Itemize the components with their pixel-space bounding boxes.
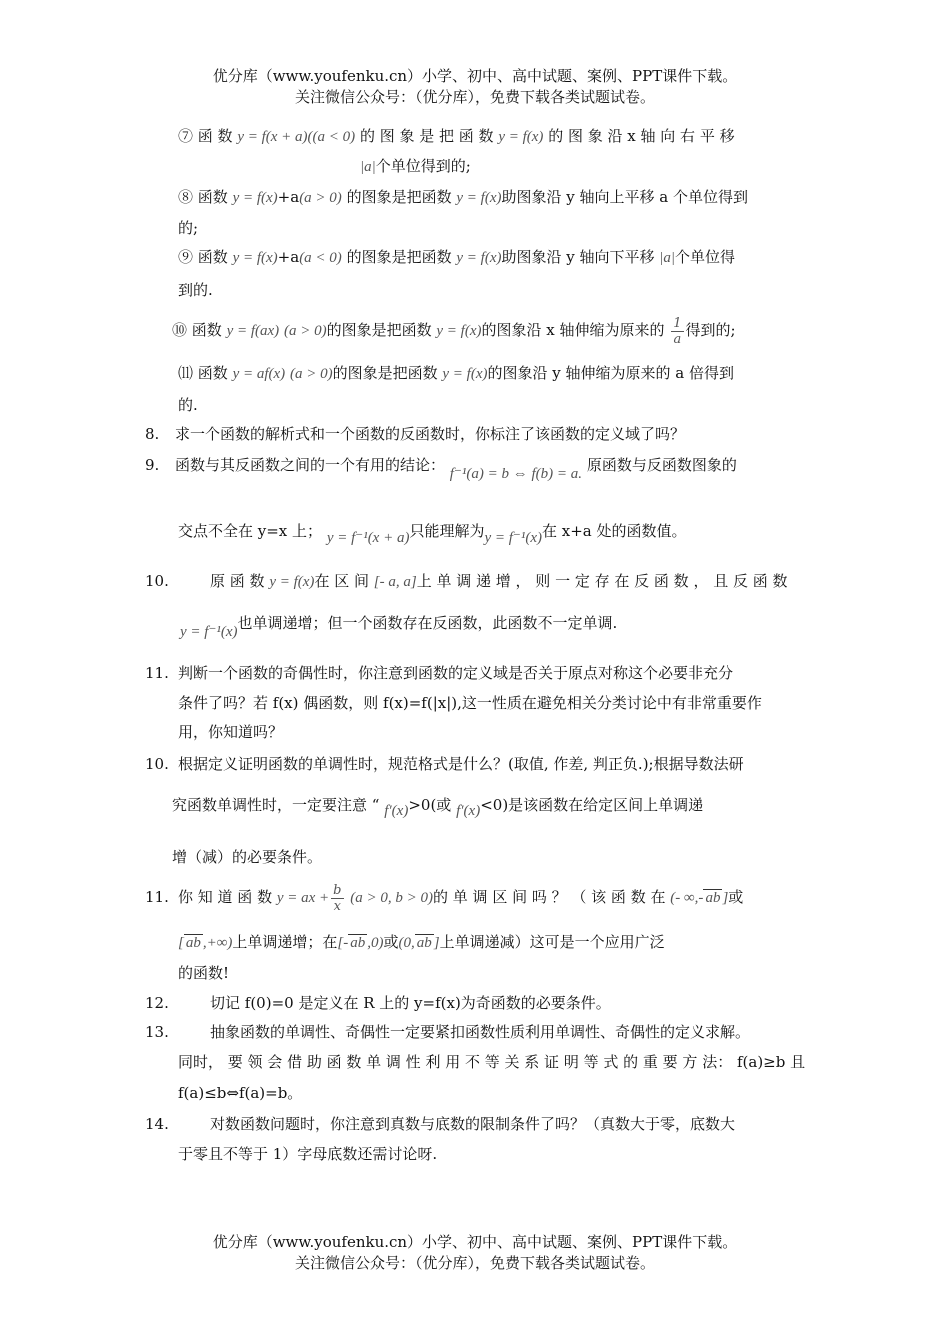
item-11c-text-2: 的图象沿 y 轴伸缩为原来的 a 倍得到: [487, 364, 734, 382]
item-9-plus: +a: [277, 248, 300, 266]
question-13-line-2: 同时， 要 领 会 借 助 函 数 单 调 性 利 用 不 等 关 系 证 明 等 式 的 重 要 方 法： f(a)≥b 且: [178, 1053, 806, 1071]
item-9-text-2: 助图象沿 y 轴向下平移: [501, 248, 655, 266]
question-9-formula-2: y = f⁻¹(x + a): [326, 530, 410, 546]
question-10b-text-2: >0(或: [408, 796, 452, 814]
item-10c-condition: (a > 0): [283, 323, 327, 339]
item-10-circled-line: [172, 315, 736, 347]
question-11-line-1: 判断一个函数的奇偶性时，你注意到函数的定义域是否关于原点对称这个必要非充分: [178, 664, 734, 682]
question-8-text: 求一个函数的解析式和一个函数的反函数时，你标注了该函数的定义域了吗？: [175, 425, 686, 443]
item-11c-text-3: 的.: [178, 396, 198, 414]
item-8-line-2: [178, 217, 198, 239]
question-13-line-3: f(a)≤b⇔f(a)=b。: [178, 1084, 303, 1102]
item-9-text-3: 个单位得: [675, 248, 736, 266]
question-11b-line-3: 的函数!: [178, 964, 230, 982]
question-9-text: 函数与其反函数之间的一个有用的结论：: [175, 456, 446, 474]
question-11b-text-4: 上单调递减）这可是一个应用广泛: [439, 933, 665, 951]
question-9-text-4: 只能理解为: [409, 522, 485, 540]
item-8-line-1: [178, 186, 748, 209]
item-7-formula: y = f(x + a)((a < 0): [237, 129, 356, 145]
question-13-line-1: 抽象函数的单调性、奇偶性一定要紧扣函数性质利用单调性、奇偶性的定义求解。: [210, 1023, 751, 1041]
item-10c-fraction: [671, 316, 683, 347]
sqrt-ab: ab: [416, 935, 432, 951]
question-8-number: 8.: [145, 425, 160, 443]
question-11b-formula: y = ax +: [276, 890, 330, 906]
question-11b-line-1: [178, 880, 743, 915]
question-9-text-3: 交点不全在 y=x 上；: [178, 522, 323, 540]
interval-right: ,+∞): [202, 935, 233, 951]
item-11c-label: ⑾ 函数: [178, 364, 228, 382]
item-8-condition: (a > 0): [299, 190, 342, 206]
item-9-text: 的图象是把函数: [346, 248, 452, 266]
question-10-text-2: 在 区 间: [314, 572, 369, 590]
item-8-text: 的图象是把函数: [346, 188, 452, 206]
item-11c-formula: y = af(x): [232, 366, 286, 382]
question-13-number: 13.: [145, 1023, 169, 1041]
header-line-1: 优分库（www.youfenku.cn）小学、初中、高中试题、案例、PPT课件下载。: [212, 67, 738, 85]
question-11b-or: 或: [728, 888, 744, 906]
question-11b-number: 11.: [145, 888, 169, 906]
item-11c-text: 的图象是把函数: [332, 364, 438, 382]
item-8-text-3: 的;: [178, 219, 199, 237]
item-9-text-4: 到的.: [178, 281, 213, 299]
question-10b-text: 究函数单调性时，一定要注意 “: [172, 796, 380, 814]
item-10c-text-2: 的图象沿 x 轴伸缩为原来的: [481, 321, 665, 339]
question-10-formula: y = f(x): [269, 574, 315, 590]
question-12-text: 切记 f(0)=0 是定义在 R 上的 y=f(x)为奇函数的必要条件。: [210, 994, 611, 1012]
item-7-line-1: [178, 125, 735, 148]
interval-left: (0,: [398, 935, 415, 951]
item-10c-label: ⑩ 函数: [172, 321, 222, 339]
question-10-interval: [- a, a]: [373, 574, 417, 590]
fraction-denominator: a: [673, 331, 682, 347]
item-9-line-1: [178, 246, 735, 269]
question-9-formula: f⁻¹(a) = b ⇔ f(b) = a.: [449, 466, 583, 482]
interval-right: ]: [722, 890, 729, 906]
question-10-text-3: 上 单 调 递 增 ， 则 一 定 存 在 反 函 数 ， 且 反 函 数: [416, 572, 788, 590]
question-9-text-2: 原函数与反函数图象的: [586, 456, 737, 474]
item-8-formula-2: y = f(x): [456, 190, 502, 206]
interval-right: ]: [433, 935, 440, 951]
sqrt-ab: ab: [705, 890, 721, 906]
question-11b-or-2: 或: [383, 933, 399, 951]
item-9-formula: y = f(x): [232, 250, 278, 266]
interval-right: ,0): [367, 935, 384, 951]
question-10-line-1: [210, 570, 788, 593]
item-7-text-2: 的 图 象 沿 x 轴 向 右 平 移: [548, 127, 735, 145]
question-11b-condition: (a > 0, b > 0): [350, 890, 434, 906]
item-8-text-2: 助图象沿 y 轴向上平移 a 个单位得到: [501, 188, 748, 206]
item-8-plus: +a: [277, 188, 300, 206]
fraction-denominator: x: [333, 898, 341, 914]
item-10c-text: 的图象是把函数: [326, 321, 432, 339]
question-11b-text: 你 知 道 函 数: [178, 888, 273, 906]
item-9-formula-2: y = f(x): [456, 250, 502, 266]
question-10b-line-3: 增（减）的必要条件。: [172, 848, 323, 866]
question-14-number: 14.: [145, 1115, 169, 1133]
question-11b-fraction: [331, 883, 343, 914]
question-10b-derivative-2: f′(x): [456, 803, 481, 819]
interval-left: [-: [337, 935, 349, 951]
question-9-number: 9.: [145, 456, 160, 474]
question-10b-text-3: <0)是该函数在给定区间上单调递: [480, 796, 704, 814]
fraction-numerator: b: [333, 882, 342, 898]
fraction-numerator: 1: [673, 315, 682, 331]
item-11c-condition: (a > 0): [289, 366, 333, 382]
item-9-condition: (a < 0): [299, 250, 342, 266]
question-10-line-2: [180, 612, 618, 640]
item-9-label: ⑨ 函数: [178, 248, 228, 266]
item-8-label: ⑧ 函数: [178, 188, 228, 206]
question-12-number: 12.: [145, 994, 169, 1012]
item-11-circled-line-1: [178, 362, 734, 385]
item-9-abs-a: |a|: [659, 250, 676, 266]
question-11b-text-2: 的 单 调 区 间 吗 ？ （ 该 函 数 在: [433, 888, 666, 906]
footer-line-2: 关注微信公众号：（优分库），免费下载各类试题试卷。: [294, 1254, 655, 1272]
question-10b-line-1: 根据定义证明函数的单调性时，规范格式是什么？(取值, 作差, 判正负.);根据导数法研: [178, 755, 744, 773]
item-9-line-2: [178, 279, 213, 301]
question-10-number: 10.: [145, 572, 169, 590]
footer-line-1: 优分库（www.youfenku.cn）小学、初中、高中试题、案例、PPT课件下载。: [212, 1233, 738, 1251]
page-footer: [0, 1232, 950, 1274]
question-9-text-5: 在 x+a 处的函数值。: [542, 522, 687, 540]
item-11-circled-line-2: [178, 394, 198, 416]
sqrt-ab: ab: [350, 935, 366, 951]
header-line-2: 关注微信公众号：（优分库），免费下载各类试题试卷。: [294, 88, 655, 106]
interval-left: [: [178, 935, 184, 951]
item-10c-formula-2: y = f(x): [436, 323, 482, 339]
page-header: [0, 66, 950, 108]
question-11-line-3: 用，你知道吗？: [178, 723, 284, 741]
question-10-formula-2: y = f⁻¹(x): [180, 624, 238, 640]
question-10b-number: 10.: [145, 755, 169, 773]
question-10b-line-2: [172, 794, 703, 817]
question-9-line-2: [178, 520, 687, 546]
question-11b-text-3: 上单调递增；在: [232, 933, 338, 951]
question-11-line-2: 条件了吗？若 f(x) 偶函数，则 f(x)=f(|x|),这一性质在避免相关分类讨论中有非常重要作: [178, 694, 762, 712]
item-7-formula-2: y = f(x): [498, 129, 544, 145]
question-9-formula-3: y = f⁻¹(x): [484, 530, 542, 546]
question-10-text: 原 函 数: [210, 572, 265, 590]
item-11c-formula-2: y = f(x): [442, 366, 488, 382]
item-7-abs-a: |a|: [360, 159, 376, 175]
item-7-text: 的 图 象 是 把 函 数: [359, 127, 494, 145]
sqrt-ab: ab: [185, 935, 201, 951]
question-10b-derivative: f′(x): [384, 803, 409, 819]
item-7-text-3: 个单位得到的;: [375, 157, 471, 175]
question-14-line-1: 对数函数问题时，你注意到真数与底数的限制条件了吗？（真数大于零，底数大: [210, 1115, 736, 1133]
item-10c-formula: y = f(ax): [226, 323, 280, 339]
question-9-line-1: [175, 454, 737, 482]
item-10c-text-3: 得到的;: [685, 321, 736, 339]
question-11b-line-2: [178, 931, 665, 954]
question-14-line-2: 于零且不等于 1）字母底数还需讨论呀.: [178, 1145, 438, 1163]
item-7-line-2: [360, 155, 471, 178]
item-8-formula: y = f(x): [232, 190, 278, 206]
question-10-text-4: 也单调递增；但一个函数存在反函数，此函数不一定单调.: [237, 614, 618, 632]
interval-left: (- ∞,-: [670, 890, 704, 906]
question-11-number: 11.: [145, 664, 169, 682]
item-7-label: ⑦ 函 数: [178, 127, 233, 145]
